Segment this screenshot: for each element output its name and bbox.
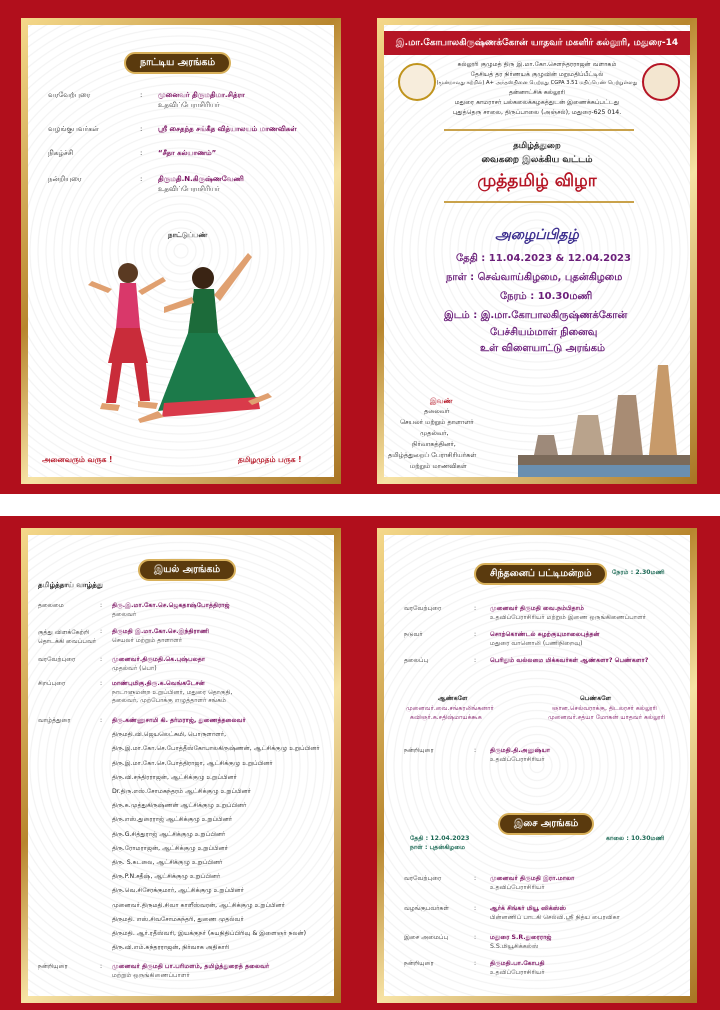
venue-line-1: இடம் : இ.மா.கோபாலகிருஷ்ணக்கோன் (444, 310, 628, 321)
greeting-item: திரு.எஸ்.துரைராஜ் ஆட்சிக்குழு உறுப்பினர் (112, 816, 233, 824)
greeting-item: திரு.க.முத்துகிருஷ்ணன் ஆட்சிக்குழு உறுப்பினர் (112, 802, 247, 810)
opening-song: தமிழ்த்தாய் வாழ்த்து (38, 581, 103, 589)
event-time: நேரம் : 10.30மணி (500, 291, 593, 302)
greeting-item: திரு.கண்ணுசாமி கி. தர்மராஜ், துணைத்தலைவர் (112, 717, 246, 724)
men-team-1: முனைவர்.வை.சங்கரலிங்கனார் (406, 705, 494, 712)
venue-line-3: உள் விளையாட்டு அரங்கம் (480, 343, 606, 354)
college-name: இ.மா.கோபாலகிருஷ்ணக்கோன் யாதவர் மகளிர் கல்லூரி, மதுரை-14 (384, 31, 690, 55)
temple-illustration (518, 355, 690, 477)
footer-welcome: அனைவரும் வருக ! (42, 455, 113, 464)
greeting-item: திரு.G.சித்துராஜ் ஆட்சிக்குழு உறுப்பினர் (112, 830, 226, 838)
event-date: தேதி : 11.04.2023 & 12.04.2023 (456, 253, 631, 264)
event-day: நாள் : செவ்வாய்கிழமை, புதன்கிழமை (446, 272, 623, 283)
info-line-1: கல்லூரி குழுமத் திரு இ.மா.கோ.சௌந்தரராஜன் வளாகம் (457, 61, 617, 68)
invite-line-4: நிர்வாகத்தினர், (412, 440, 456, 448)
panel-debate-music: சிந்தனைப் பட்டிமன்றம் நேரம் : 2.30மணி வரவேற்புரை : முனைவர் திருமதி வை.நம்பிதாம் உதவிப்பேராசிரியர் மற்றும் இணை ஒருங்கிணைப்பாளர் நடுவர் : சொற்கொண்டல் சுழற்குயுமாலைபுத்தன் மதுரை வானொலி (பணிநிறைவு) தலைப்பு : பெரிதும் வல்லமை மிக்கவர்கள் ஆண்களா? பெண்களா? ஆண்களே முனைவர்.வை.சங்கரலிங்கனார் கவிஞர்.க.சதிஷ்மாயக்கூக பெண்களே ஞான.செல்வராக்கு, திடலரசர் கல்லூரி முனைவர்.சத்யா மோகன் யாதவர் கல்லூரி நன்றியுரை : திருமதி.தி.அனுஷ்யா உதவிப்பேராசிரியர் இசை அரங்கம் தேதி : 12.04.2023 நாள் : புதன்கிழமை காலை : 10.30மணி வரவேற்புரை : முனைவர் திருமதி இரா.மாலா உதவிப்பேராசிரியர் வழங்குபவர்கள் : ஆர்க் சிங்கர் மியூ ஸிக்ஸ்ஸ் பின்னணிப் பாடகி செல்வி.ஸ்ரீ நித்ய பைரவிகா இசை அமைப்பு : மதுரை S.R.துரைராஜ் S.S.மியூசிக்கல்ஸ் நன்றியுரை : திருமதி.பா.கோபதி உதவிப்பேராசிரியர் (377, 528, 697, 1003)
panel-dance-stage: நாட்டிய அரங்கம் வரவேற்புரை : முனைவர் திருமதிமா.சித்ரா உதவிப்பேராசிரியர் வழங்குபவர்கள் : ஸ்ரீ சைதந்த சங்கீத வித்யாலயம் மாணவிகள் நிகழ்ச்சி : “சீதா கல்யாணம்” நன்றியுரை : திருமதி.N.கிருஷ்ணவேணி உதவிப்பேராசிரியர் நாட்டுப்பண் அனைவரும் வருக ! தமிழமுதம் பருக ! (21, 18, 341, 484)
men-team-2: கவிஞர்.க.சதிஷ்மாயக்கூக (410, 714, 482, 721)
debate-title: சிந்தனைப் பட்டிமன்றம் (474, 563, 607, 585)
info-line-4: தன்னாட்சிக் கல்லூரி (508, 89, 566, 96)
forum-title: வைகறை இலக்கிய வட்டம் (481, 155, 593, 165)
gold-rule-2 (444, 201, 634, 203)
greeting-item: திருமதி.வி.ஜெயலெட்சுமி, பொருளாளர், (112, 731, 227, 739)
greeting-item: திருமதி. ஆர்.ரதீஸ்வரி, இயக்குநர் (சுயநிதிப்பிரிவு & இளைஞர் நலன்) (112, 930, 307, 937)
dance-stage-title: நாட்டிய அரங்கம் (124, 52, 231, 74)
women-team-2: முனைவர்.சத்யா மோகன் யாதவர் கல்லூரி (548, 714, 666, 721)
invite-heading: இவண் (430, 397, 453, 405)
department-title: தமிழ்த்துறை (513, 141, 561, 151)
women-team-heading: பெண்களே (580, 695, 612, 702)
women-team-1: ஞான.செல்வராக்கு, திடலரசர் கல்லூரி (552, 705, 658, 712)
music-day: நாள் : புதன்கிழமை (410, 844, 466, 851)
invite-line-6: மற்றும் மாணவிகள் (410, 462, 467, 470)
greeting-item: திரு.வி.எம்.சுந்தரராஜன், நிர்வாக அதிகாரி (112, 944, 230, 952)
literature-stage-title: இயல் அரங்கம் (138, 559, 236, 581)
greeting-item: முனைவர்.திருமதி.சிவா காளீஸ்வரன், ஆட்சிக்குழு உறுப்பினர் (112, 901, 285, 909)
music-time: காலை : 10.30மணி (606, 835, 665, 842)
greeting-item: திரு.இ.மா.கோ.செ.போத்தீஸ்கோபாலகிருஷ்ணன், ஆட்சிக்குழு உறுப்பினர் (112, 745, 320, 753)
greeting-item: திரு. S.கடலை, ஆட்சிக்குழு உறுப்பினர் (112, 859, 223, 866)
page-divider (0, 494, 720, 516)
venue-line-2: பேச்சியம்மாள் நினைவு (490, 327, 598, 338)
invite-line-3: முதல்வர், (420, 429, 449, 437)
greeting-item: திரு.P.N.சதீஷ், ஆட்சிக்குழு உறுப்பினர் (112, 873, 221, 881)
dancers-illustration (68, 233, 288, 425)
greeting-item: Dr.திரு.எஸ்.சோமசுந்தரம் ஆட்சிக்குழு உறுப்பினர் (112, 788, 251, 795)
gold-rule (444, 129, 634, 131)
dance-caption: நாட்டுப்பண் (168, 231, 208, 239)
men-team-heading: ஆண்களே (438, 695, 468, 702)
debate-time: நேரம் : 2.30மணி (612, 569, 665, 576)
greeting-item: திருமதி. எஸ்.சிவசோமசுந்தரி, துணை முதல்வர் (112, 915, 244, 923)
footer-enjoy: தமிழமுதம் பருக ! (238, 455, 302, 464)
music-stage-title: இசை அரங்கம் (498, 813, 594, 835)
invite-line-2: செயலர் மற்றும் தாளாளர் (400, 418, 474, 426)
info-line-5: மதுரை காமராசர் பல்கலைக்கழகத்துடன் இணைக்கப்பட்டது (454, 99, 620, 106)
info-line-6: புதுத்தெரு சாலை, திருப்பாலை (அஞ்சல்), மதுரை-625 014. (452, 109, 622, 116)
greeting-item: திரு.வெ.சிசேரக்குமார், ஆட்சிக்குழு உறுப்பினர் (112, 887, 244, 895)
invite-line-5: தமிழ்த்துறைப் பேராசிரியர்கள் (388, 451, 477, 459)
info-line-3: (மூன்றாவது சுற்றில்) A+ அந்தஸ்தினை பெற்றது CGPA 3.51 மதிப்பெண் பெற்றுள்ளது (436, 80, 638, 86)
greeting-item: திரு.ரோமராஜன், ஆட்சிக்குழு உறுப்பினர் (112, 844, 228, 852)
music-date: தேதி : 12.04.2023 (410, 835, 470, 842)
event-title: முத்தமிழ் விழா (477, 171, 597, 191)
invitation-heading: அழைப்பிதழ் (495, 227, 579, 243)
greeting-item: திரு.இ.மா.கோ.செ.போத்திராஜா, ஆட்சிக்குழு உறுப்பினர் (112, 759, 273, 767)
panel-literature-stage: இயல் அரங்கம் தமிழ்த்தாய் வாழ்த்து தலைமை : திரு.இ.மா.கோ.செ.ஜெகதாஷ்போத்திராஜ் தலைவர் குத்து விளக்கேற்றி தொடக்கி வைப்பவர் : திருமதி இ.மா.கோ.செ.இந்திராணி செயலர் மற்றும் தாளாளர் வரவேற்புரை : முனைவர்.திருமதி.கெ.புஷ்பலதா முதல்வர் (பொ) சிறப்புரை : மாண்புமிகு.திரு.க.வெங்கடேசன் நாடாளுமன்ற உறுப்பினர், மதுரை தொகுதி, தலைவர், முற்போக்கு எழுத்தாளர் சங்கம் வாழ்த்துரை : திரு.கண்ணுசாமி கி. தர்மராஜ், துணைத்தலைவர் திருமதி.வி.ஜெயலெட்சுமி, பொருளாளர், திரு.இ.மா.கோ.செ.போத்தீஸ்கோபாலகிருஷ்ணன், ஆட்சிக்குழு உறுப்பினர் திரு.இ.மா.கோ.செ.போத்திராஜா, ஆட்சிக்குழு உறுப்பினர் திரு.வி.சந்திரராஜன், ஆட்சிக்குழு உறுப்பினர் Dr.திரு.எஸ்.சோமசுந்தரம் ஆட்சிக்குழு உறுப்பினர் திரு.க.முத்துகிருஷ்ணன் ஆட்சிக்குழு உறுப்பினர் திரு.எஸ்.துரைராஜ் ஆட்சிக்குழு உறுப்பினர் திரு.G.சித்துராஜ் ஆட்சிக்குழு உறுப்பினர் திரு.ரோமராஜன், ஆட்சிக்குழு உறுப்பினர் திரு. S.கடலை, ஆட்சிக்குழு உறுப்பினர் திரு.P.N.சதீஷ், ஆட்சிக்குழு உறுப்பினர் திரு.வெ.சிசேரக்குமார், ஆட்சிக்குழு உறுப்பினர் முனைவர்.திருமதி.சிவா காளீஸ்வரன், ஆட்சிக்குழு உறுப்பினர் திருமதி. எஸ்.சிவசோமசுந்தரி, துணை முதல்வர் திருமதி. ஆர்.ரதீஸ்வரி, இயக்குநர் (சுயநிதிப்பிரிவு & இளைஞர் நலன்) திரு.வி.எம்.சுந்தரராஜன், நிர்வாக அதிகாரி நன்றியுரை : முனைவர் திருமதி பா.பரிமளம், தமிழ்த்துறைத் தலைவர் மற்றும் ஒருங்கிணைப்பாளர் (21, 528, 341, 1003)
info-line-2: தேசியத் தர நிர்ணயக் குழுவின் மறுமதிப்பீட்டில் (470, 71, 604, 78)
invite-line-1: தலைவர் (424, 407, 450, 415)
panel-invitation-cover (377, 18, 697, 484)
greeting-item: திரு.வி.சந்திரராஜன், ஆட்சிக்குழு உறுப்பினர் (112, 773, 237, 781)
